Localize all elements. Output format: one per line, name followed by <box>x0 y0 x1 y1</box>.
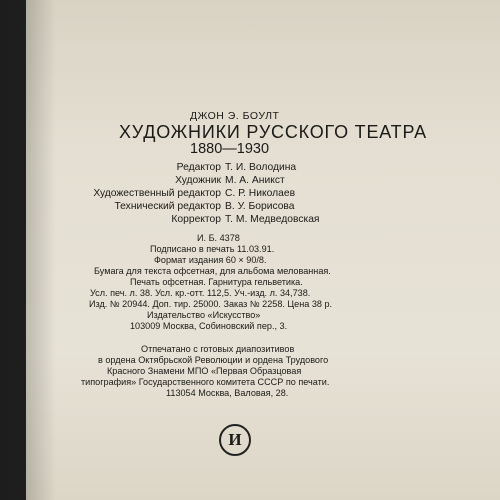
staff-role: Редактор <box>176 162 221 173</box>
imprint-format: Формат издания 60 × 90/8. <box>154 255 267 265</box>
staff-role: Технический редактор <box>114 201 221 212</box>
book-years: 1880—1930 <box>190 141 270 157</box>
book-author: ДЖОН Э. БОУЛТ <box>190 110 280 122</box>
printer-line: Отпечатано с готовых диапозитивов <box>141 344 295 354</box>
book-title: ХУДОЖНИКИ РУССКОГО ТЕАТРА <box>119 122 427 142</box>
staff-role: Художник <box>175 175 221 186</box>
staff-row <box>26 214 500 227</box>
staff-name: В. У. Борисова <box>225 201 295 212</box>
publisher-logo-icon <box>219 424 251 456</box>
staff-name: Т. М. Медведовская <box>225 214 320 225</box>
imprint-publisher: Издательство «Искусство» <box>147 310 261 320</box>
page-gutter-shadow <box>26 0 56 500</box>
imprint-ib: И. Б. 4378 <box>197 233 240 243</box>
imprint-signed: Подписано в печать 11.03.91. <box>150 244 275 254</box>
printer-line: Красного Знамени МПО «Первая Образцовая <box>107 366 302 376</box>
printer-line: 113054 Москва, Валовая, 28. <box>166 388 289 398</box>
staff-name: М. А. Аникст <box>225 175 285 186</box>
staff-row <box>26 162 500 175</box>
printer-line: в ордена Октябрьской Революции и ордена Трудового <box>98 355 329 365</box>
imprint-order: Изд. № 20944. Доп. тир. 25000. Заказ № 2258. Цена 38 р. <box>89 299 333 309</box>
staff-role: Художественный редактор <box>93 188 221 199</box>
book-page <box>26 0 500 500</box>
staff-row <box>26 188 500 201</box>
imprint-sheets: Усл. печ. л. 38. Усл. кр.-отт. 112,5. Уч.-изд. л. 34,738. <box>90 288 311 298</box>
staff-name: Т. И. Володина <box>225 162 297 173</box>
staff-row <box>26 201 500 214</box>
staff-role: Корректор <box>171 214 221 225</box>
staff-name: С. Р. Николаев <box>225 188 296 199</box>
imprint-print: Печать офсетная. Гарнитура гельветика. <box>130 277 303 287</box>
printer-line: типография» Государственного комитета СССР по печати. <box>81 377 330 387</box>
logo-letter: И <box>228 430 242 449</box>
imprint-address: 103009 Москва, Собиновский пер., 3. <box>130 321 288 331</box>
imprint-paper: Бумага для текста офсетная, для альбома мелованная. <box>94 266 331 276</box>
staff-row <box>26 175 500 188</box>
